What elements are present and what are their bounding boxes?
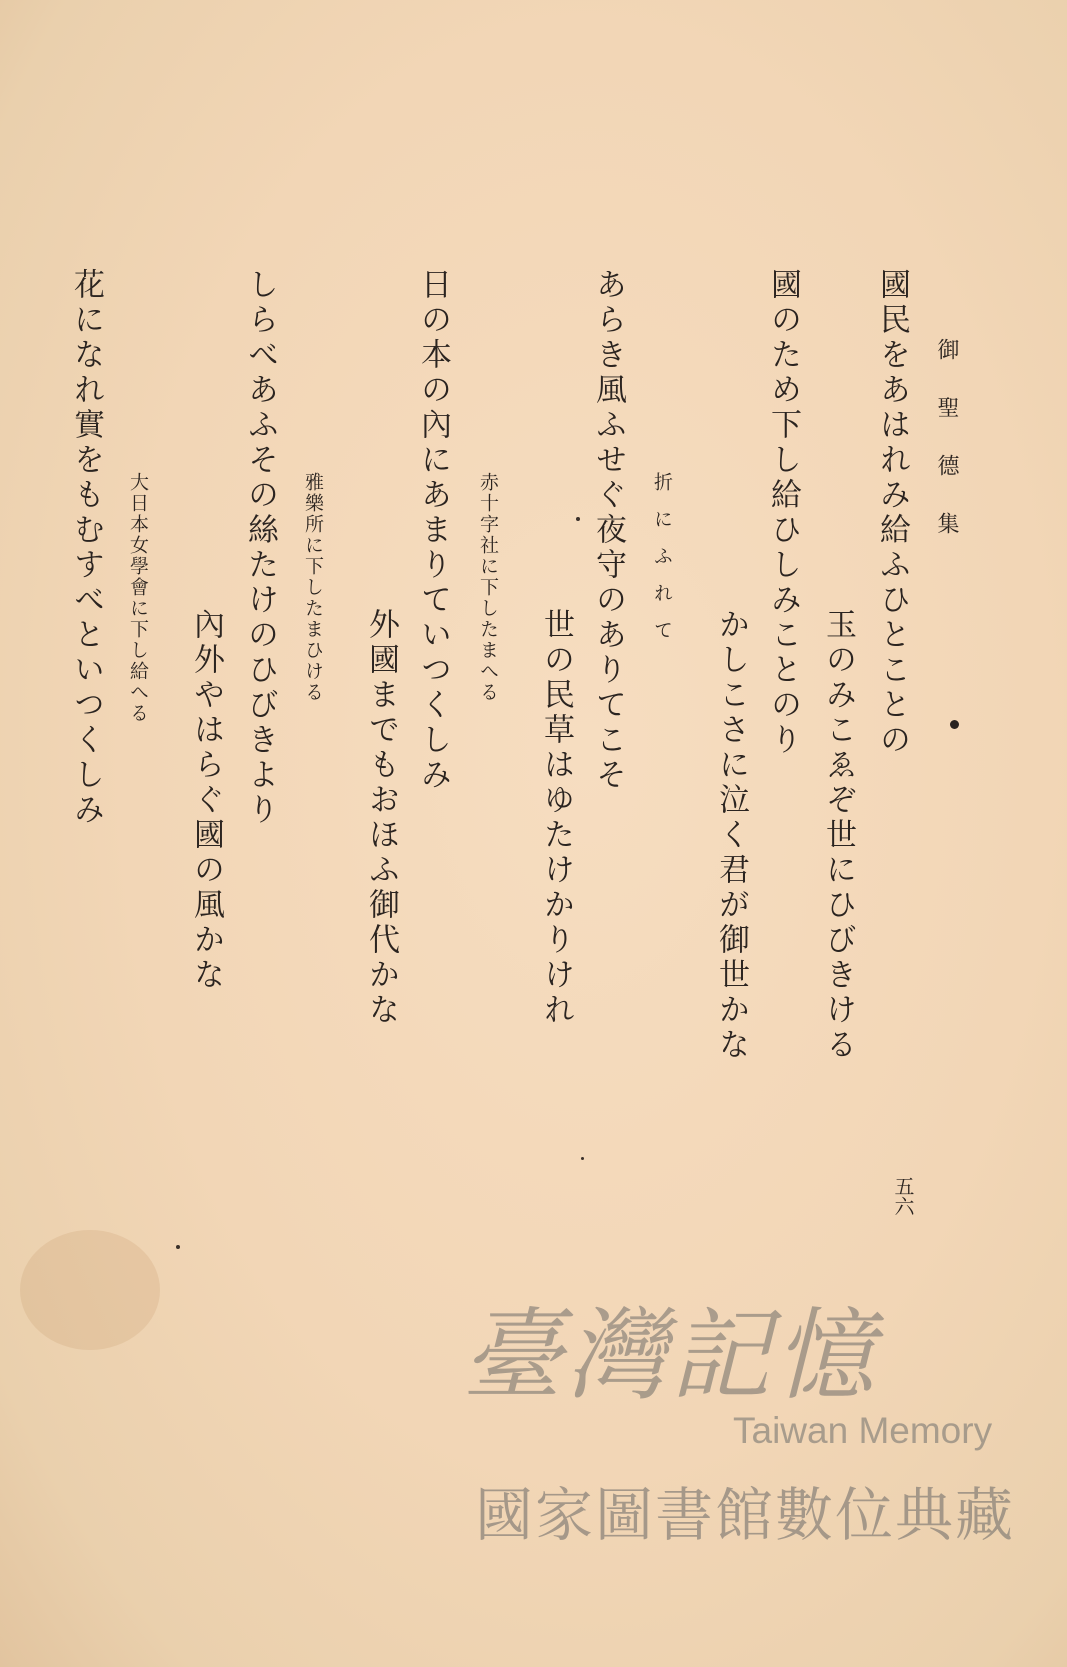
watermark-english: Taiwan Memory (733, 1410, 993, 1451)
poem-heading: 赤十字社に下したまへる (477, 472, 499, 703)
poem-line: あらき風ふせぐ夜守のありてこそ (590, 268, 626, 793)
poem-line: かしこさに泣く君が御世かな (713, 608, 749, 1063)
poem-line: 外國までもおほふ御代かな (363, 608, 399, 1028)
poem-heading: 雅樂所に下したまひける (302, 472, 324, 703)
book-title: 御聖德集 (934, 338, 959, 570)
paper-stain (950, 720, 959, 729)
poem-line: 玉のみこゑぞ世にひびきける (820, 608, 856, 1063)
paper-stain (581, 1157, 584, 1160)
paper-stain (176, 1245, 180, 1249)
paper-stain (576, 517, 580, 521)
poem-heading: 大日本女學會に下し給へる (127, 472, 149, 724)
watermark-calligraphy: 臺灣記憶 (462, 1297, 878, 1414)
poem-line: 日の本の內にあまりていつくしみ (415, 268, 451, 793)
poem-line: 國のため下し給ひしみことのり (765, 268, 801, 758)
poem-heading: 折にふれて (651, 472, 673, 657)
poem-line: 國民をあはれみ給ふひとことの (874, 268, 910, 758)
poem-line: 世の民草はゆたけかりけれ (538, 608, 574, 1028)
paper-stain (20, 1230, 160, 1350)
watermark-chinese: 國家圖書館數位典藏 (475, 1481, 1016, 1549)
poem-line: 花になれ實をもむすべといつくしみ (68, 268, 104, 828)
poem-line: しらべあふその絲たけのひびきより (242, 268, 278, 828)
page-number: 五六 (891, 1176, 915, 1216)
poem-line: 內外やはらぐ國の風かな (188, 608, 224, 993)
